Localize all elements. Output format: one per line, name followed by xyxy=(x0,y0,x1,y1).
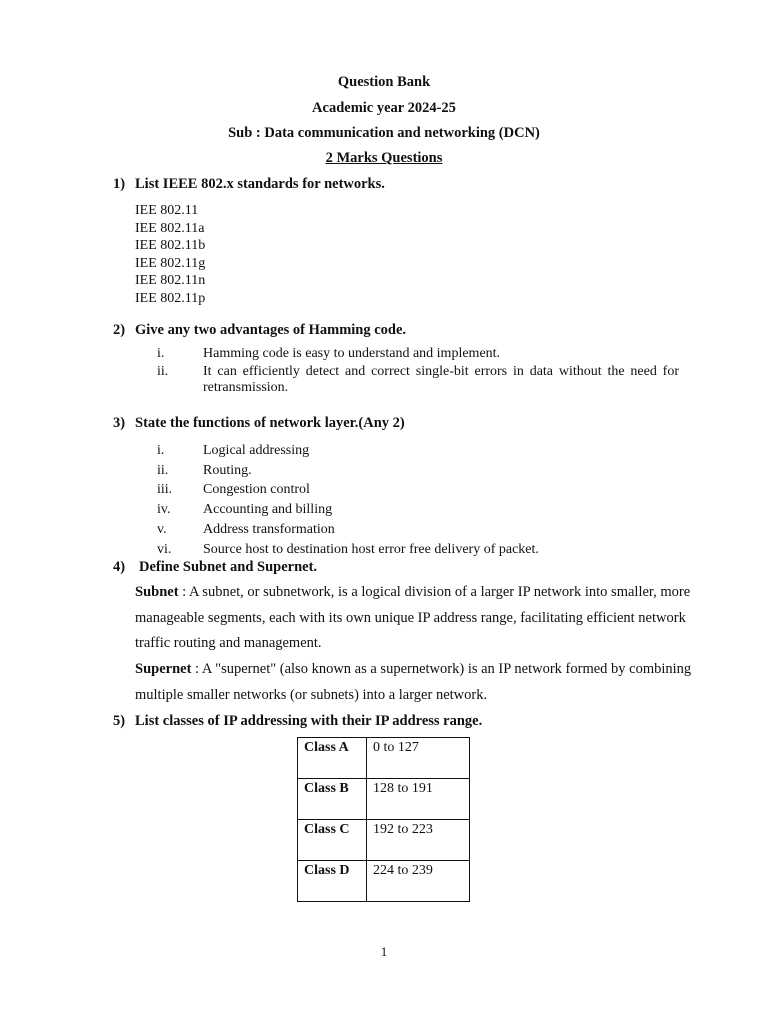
item-number: ii. xyxy=(157,363,169,379)
question-number: 4) xyxy=(113,559,126,575)
item-number: iii. xyxy=(157,482,173,498)
class-cell: Class C xyxy=(298,820,367,861)
page-number: 1 xyxy=(380,944,388,959)
subnet-text: : A subnet, or subnetwork, is a logical division of a larger IP network into smaller, more manageable segments, each with its own unique IP address range, facilitating efficient network traffic routing and management. xyxy=(135,584,691,652)
supernet-term: Supernet xyxy=(135,661,192,677)
section-heading-text: 2 Marks Questions xyxy=(325,150,443,166)
item-number: i. xyxy=(157,443,165,458)
question-5 xyxy=(113,713,482,730)
list-item xyxy=(157,441,679,461)
item-text: Congestion control xyxy=(203,482,310,498)
question-4 xyxy=(113,559,317,576)
list-item xyxy=(157,364,679,397)
class-cell: Class A xyxy=(298,738,367,779)
table-row xyxy=(298,738,470,779)
item-number: i. xyxy=(157,346,165,361)
item-text: Address transformation xyxy=(203,521,335,537)
class-cell: Class B xyxy=(298,779,367,820)
class-cell: Class D xyxy=(298,861,367,902)
question-3 xyxy=(113,415,405,432)
section-heading xyxy=(0,150,768,167)
range-cell: 0 to 127 xyxy=(367,738,470,779)
question-number: 1) xyxy=(113,176,126,192)
list-item xyxy=(157,346,679,363)
list-item xyxy=(157,480,679,500)
item-text: It can efficiently detect and correct single-bit errors in data without the need for retransmission. xyxy=(203,363,679,395)
doc-title: Question Bank xyxy=(337,74,431,90)
supernet-text: : A "supernet" (also known as a supernetwork) is an IP network formed by combining multiple smaller networks (or subnets) into a larger network. xyxy=(135,661,692,703)
question-2 xyxy=(113,322,406,339)
item-number: vi. xyxy=(157,541,172,557)
range-cell: 224 to 239 xyxy=(367,861,470,902)
question-1 xyxy=(113,176,385,193)
question-text: List IEEE 802.x standards for networks. xyxy=(135,176,385,192)
subject-line: Sub : Data communication and networking (DCN) xyxy=(228,125,540,141)
list-item: IEE 802.11n xyxy=(135,273,206,288)
question-text: List classes of IP addressing with their IP address range. xyxy=(135,713,483,729)
list-item: IEE 802.11g xyxy=(135,255,206,271)
question-number: 5) xyxy=(113,713,126,729)
q1-answer-list xyxy=(135,202,205,307)
question-number: 2) xyxy=(113,322,126,338)
list-item xyxy=(157,461,679,481)
subnet-definition xyxy=(135,580,695,657)
list-item: IEE 802.11a xyxy=(135,220,205,236)
table-row xyxy=(298,779,470,820)
item-text: Source host to destination host error free delivery of packet. xyxy=(203,541,539,557)
list-item xyxy=(157,540,679,560)
subnet-term: Subnet xyxy=(135,584,179,600)
range-cell: 192 to 223 xyxy=(367,820,470,861)
item-text: Hamming code is easy to understand and implement. xyxy=(203,346,501,361)
list-item xyxy=(157,520,679,540)
item-text: Logical addressing xyxy=(203,443,310,458)
ip-class-table xyxy=(297,737,470,902)
q3-answer-list xyxy=(157,441,679,559)
question-number: 3) xyxy=(113,415,126,431)
range-cell: 128 to 191 xyxy=(367,779,470,820)
q2-answer-list xyxy=(157,346,679,397)
list-item: IEE 802.11 xyxy=(135,203,199,218)
question-text: Give any two advantages of Hamming code. xyxy=(135,322,407,338)
list-item: IEE 802.11b xyxy=(135,238,206,253)
table-row xyxy=(298,861,470,902)
item-number: iv. xyxy=(157,502,171,518)
item-text: Routing. xyxy=(203,462,252,478)
question-text: State the functions of network layer.(Any 2) xyxy=(135,415,405,431)
list-item: IEE 802.11p xyxy=(135,290,206,306)
question-text: Define Subnet and Supernet. xyxy=(139,559,318,575)
item-text: Accounting and billing xyxy=(203,502,333,518)
academic-year: Academic year 2024-25 xyxy=(312,100,456,116)
supernet-definition xyxy=(135,657,695,708)
table-row xyxy=(298,820,470,861)
item-number: ii. xyxy=(157,462,169,478)
item-number: v. xyxy=(157,521,167,537)
list-item xyxy=(157,500,679,520)
